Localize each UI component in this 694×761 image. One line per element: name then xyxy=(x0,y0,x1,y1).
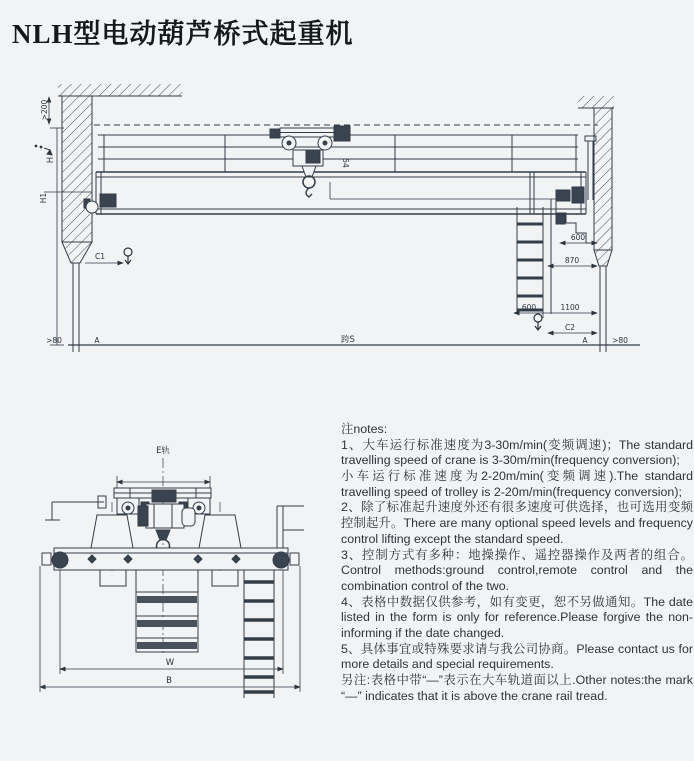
dim-w: W xyxy=(165,658,175,668)
note-item: 小车运行标准速度为2-20m/min(变频调速).The standard travelling speed of trolley is 2-20m/min(frequency conversion); xyxy=(341,469,693,499)
datum-mark xyxy=(35,145,52,155)
dim-870: 870 xyxy=(564,256,580,265)
notes-heading: 注notes: xyxy=(341,422,388,436)
dim-h1: H1 xyxy=(39,192,48,204)
under-girder-details xyxy=(100,570,238,652)
note-item: 另注:表格中带“—”表示在大车轨道面以上.Other notes:the mark “—” indicates that it is above the crane rail tread. xyxy=(341,673,693,703)
dim-c2: C2 xyxy=(564,323,576,332)
dim-c1: C1 xyxy=(94,252,106,261)
dim-a-right: A xyxy=(582,336,588,345)
dim-600-bottom: 600 xyxy=(521,303,537,312)
note-item: 2、除了标准起升速度外还有很多速度可供选择，也可选用变频控制起升。There are many optional speed levels and frequency control lifting except the standard speed. xyxy=(341,500,693,546)
hook-dimension-lines xyxy=(330,182,556,199)
note-item: 5、具体事宜或特殊要求请与我公司协商。Please contact us for more details and special requirements. xyxy=(341,641,693,672)
dim-gauge-e: E轨 xyxy=(156,446,170,456)
dim-600-top: 600 xyxy=(570,233,586,242)
crane-end-view-drawing xyxy=(0,436,340,761)
access-ladder xyxy=(244,570,274,698)
left-wall xyxy=(58,84,182,352)
dim-clearance-top: >200 xyxy=(40,99,49,121)
right-dimensions xyxy=(514,243,597,333)
dim-clearance-right: >80 xyxy=(612,336,628,345)
hook-position-mark-left xyxy=(124,248,132,264)
note-item: 1、大车运行标准速度为3-30m/min(变频调速)；The standard travelling speed of crane is 3-30m/min(frequency conversion); xyxy=(341,437,693,468)
dim-hook-54: 54 xyxy=(341,158,350,168)
width-dimensions xyxy=(40,566,300,692)
dim-a-left: A xyxy=(94,336,100,345)
hook-position-mark-right xyxy=(534,314,542,330)
service-ladder-right xyxy=(517,207,543,313)
dim-span: 跨S xyxy=(341,335,355,345)
dim-1100: 1100 xyxy=(560,303,580,312)
dim-b: B xyxy=(166,676,172,686)
dim-clearance-left: >80 xyxy=(46,336,62,345)
page-title: NLH型电动葫芦桥式起重机 xyxy=(12,19,354,49)
note-item: 4、表格中数据仅供参考，如有变更，恕不另做通知。The date listed in the form is only for reference.Please forgive the non-informing if the date changed. xyxy=(341,594,693,640)
note-item: 3、控制方式有多种：地操操作、遥控器操作及两者的组合。Control methods:ground control,remote control and the combination control of the two. xyxy=(341,547,693,593)
dim-h: H xyxy=(46,156,56,164)
hoist-trolley xyxy=(270,126,350,197)
right-wall xyxy=(578,96,614,352)
crane-front-elevation-drawing xyxy=(0,66,694,366)
bridge-girder xyxy=(96,135,586,214)
notes-section xyxy=(341,422,693,704)
